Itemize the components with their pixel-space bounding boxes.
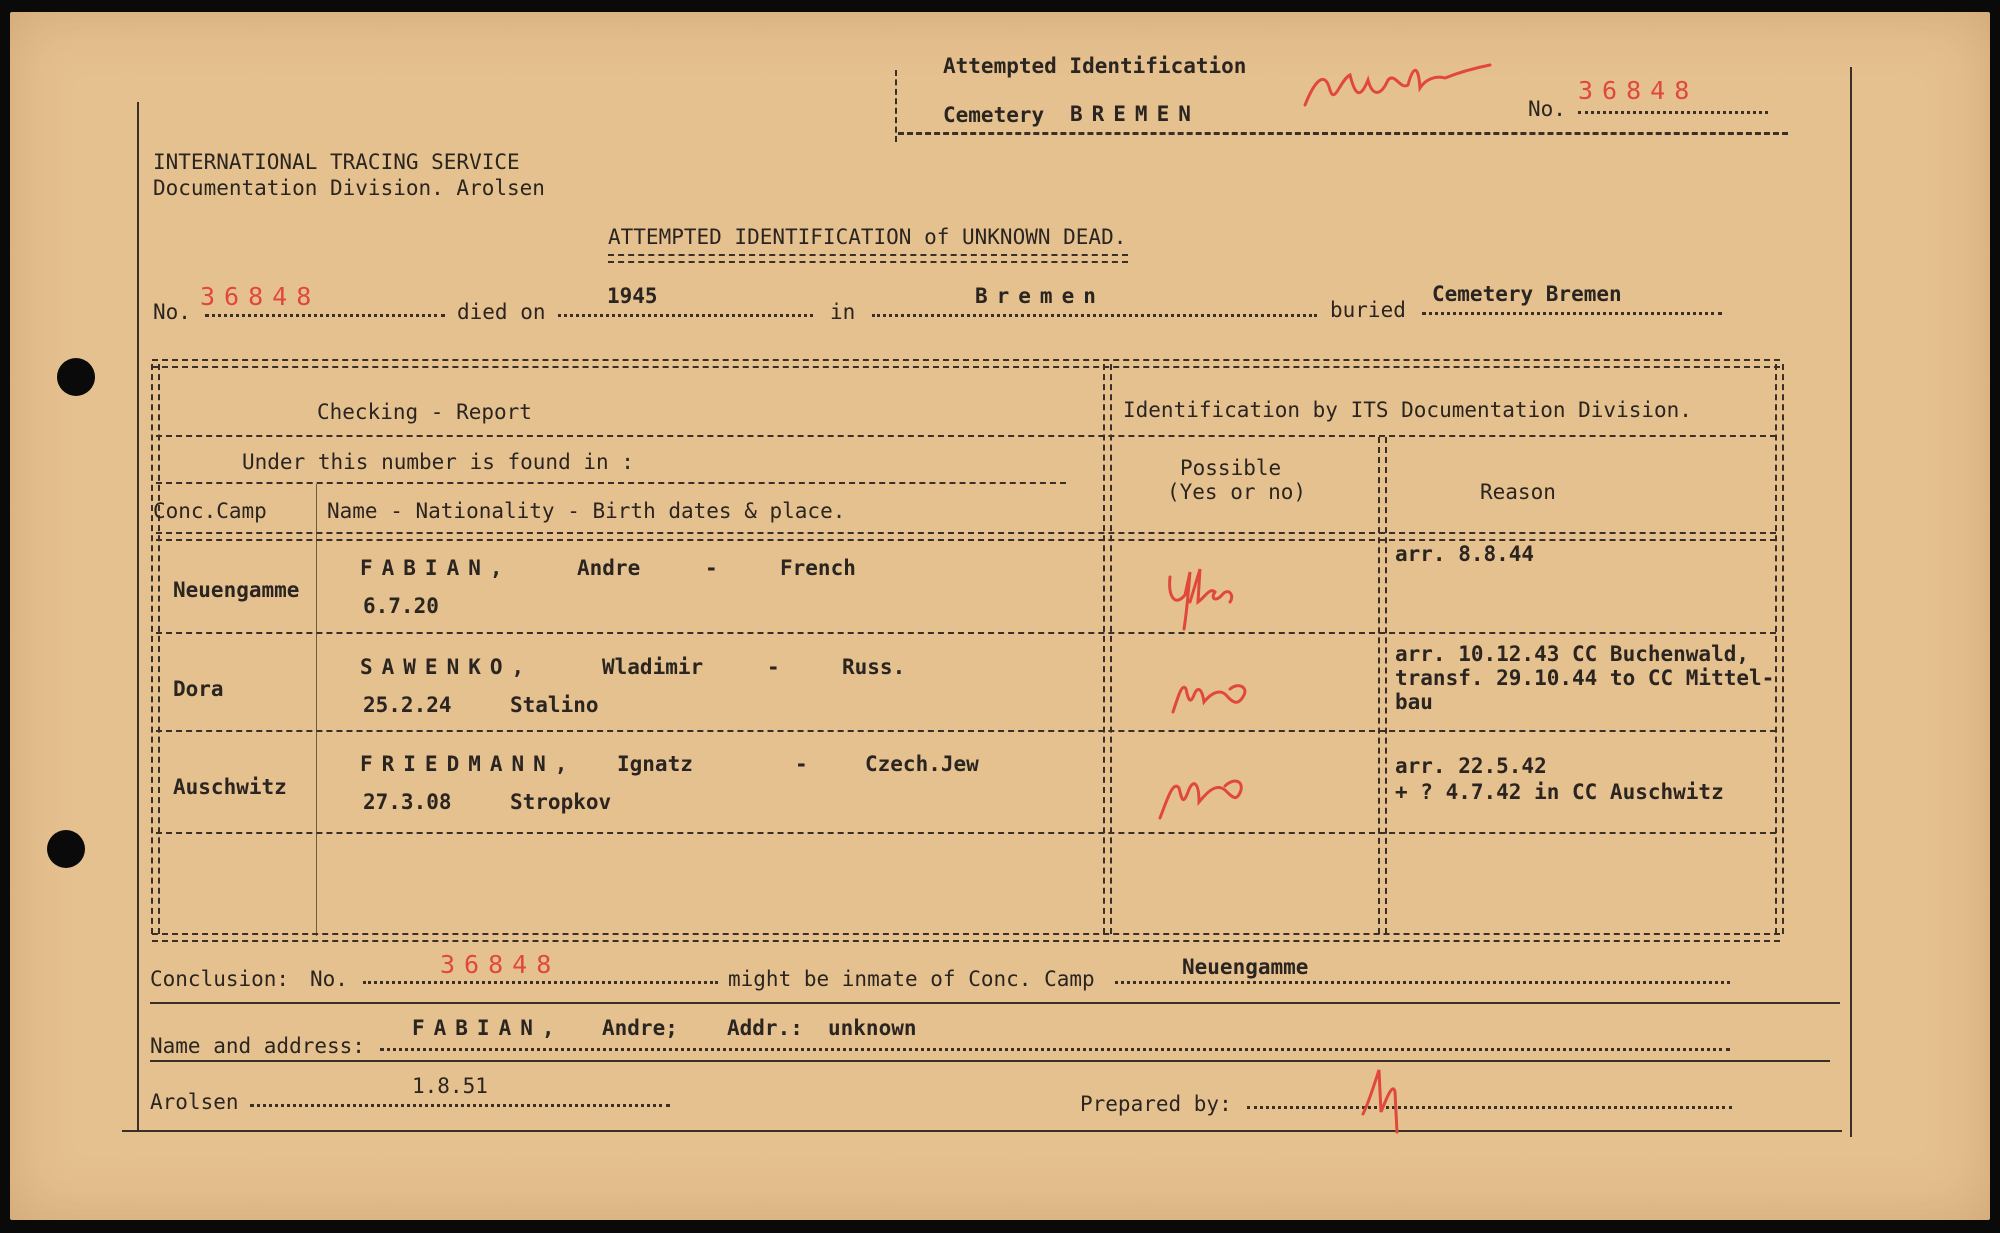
table-bottom-border: [152, 933, 1780, 942]
row-3-birth-place: Stropkov: [510, 790, 612, 814]
row-3-birth-date: 27.3.08: [363, 790, 452, 814]
record-buried-value: Cemetery Bremen: [1432, 282, 1622, 306]
name-address-dots: [380, 1048, 1730, 1051]
record-in-value: Bremen: [975, 284, 1105, 308]
row-1-birth-date: 6.7.20: [363, 594, 439, 618]
row-1-nationality: French: [780, 556, 856, 580]
table-right-border: [1775, 364, 1784, 934]
conclusion-label: Conclusion:: [150, 967, 290, 991]
col-possible-header-1: Possible: [1180, 456, 1282, 480]
record-died-label: died on: [457, 300, 546, 324]
name-address-addr-value: unknown: [828, 1016, 917, 1040]
checking-report-header: Checking - Report: [317, 400, 532, 424]
conclusion-camp-value: Neuengamme: [1182, 955, 1309, 979]
row-2-bottom: [156, 730, 1776, 732]
row-2-camp: Dora: [173, 677, 224, 701]
top-box-bottom-line: [898, 132, 1788, 135]
row-1-camp: Neuengamme: [173, 578, 300, 602]
top-box-left-border: [895, 70, 897, 142]
made-red-annotation: [1300, 50, 1500, 120]
row-1-bottom: [156, 632, 1776, 634]
row-3-no-mark: [1155, 760, 1250, 825]
footer-prepared-label: Prepared by:: [1080, 1092, 1232, 1116]
document-card: [10, 12, 1990, 1220]
row-3-nationality: Czech.Jew: [865, 752, 979, 776]
table-left-border: [151, 364, 160, 934]
table-camp-divider: [316, 484, 317, 936]
conclusion-no-value: 36848: [440, 950, 561, 979]
punch-hole-bottom: [47, 830, 85, 868]
record-died-value: 1945: [607, 284, 658, 308]
top-box-title: Attempted Identification: [943, 54, 1247, 78]
row-1-firstname: Andre: [577, 556, 641, 580]
name-address-firstname: Andre;: [602, 1016, 678, 1040]
record-no-dots: [205, 314, 445, 317]
outer-frame-left: [137, 102, 139, 1132]
row-1-dash: -: [705, 556, 718, 580]
outer-frame-bottom: [122, 1130, 1842, 1132]
col-name-header: Name - Nationality - Birth dates & place.: [327, 499, 846, 523]
row-1-reason-1: arr. 8.8.44: [1395, 542, 1535, 566]
col-reason-header: Reason: [1480, 480, 1556, 504]
record-no-label: No.: [153, 300, 191, 324]
record-in-label: in: [830, 300, 856, 324]
identification-header: Identification by ITS Documentation Division.: [1123, 398, 1692, 422]
name-address-addr-label: Addr.:: [727, 1016, 803, 1040]
row-2-birth-date: 25.2.24: [363, 693, 452, 717]
table-possible-divider: [1378, 437, 1387, 934]
preparer-initial-mark: [1355, 1062, 1425, 1137]
row-2-no-mark: [1168, 667, 1253, 722]
conclusion-no-label: No.: [310, 967, 348, 991]
footer-date-dots: [250, 1104, 670, 1107]
row-3-reason-1: arr. 22.5.42: [1395, 754, 1547, 778]
row-2-nationality: Russ.: [842, 655, 906, 679]
top-box-no-dots: [1578, 111, 1768, 114]
col-possible-header-2: (Yes or no): [1167, 480, 1307, 504]
row-2-firstname: Wladimir: [602, 655, 704, 679]
row-3-surname: FRIEDMANN,: [360, 752, 577, 776]
row-2-dash: -: [767, 655, 780, 679]
top-box-cemetery-value: BREMEN: [1070, 102, 1200, 126]
row-3-firstname: Ignatz: [617, 752, 693, 776]
name-address-rule: [150, 1060, 1830, 1062]
title-underline: [608, 254, 1128, 263]
row-2-reason-2: transf. 29.10.44 to CC Mittel-: [1395, 666, 1775, 690]
row-2-reason-1: arr. 10.12.43 CC Buchenwald,: [1395, 642, 1750, 666]
conclusion-camp-dots: [1115, 981, 1730, 984]
footer-date-value: 1.8.51: [412, 1074, 488, 1098]
header-separator: [156, 435, 1776, 437]
org-line-2: Documentation Division. Arolsen: [153, 176, 545, 200]
record-died-dots: [558, 314, 813, 317]
column-header-bottom: [156, 532, 1776, 541]
row-2-reason-3: bau: [1395, 690, 1433, 714]
row-1-surname: FABIAN,: [360, 556, 512, 580]
row-3-dash: -: [795, 752, 808, 776]
footer-place-label: Arolsen: [150, 1090, 239, 1114]
top-box-no-label: No.: [1528, 97, 1566, 121]
name-address-label: Name and address:: [150, 1034, 365, 1058]
footer-prepared-dots: [1247, 1106, 1732, 1109]
record-no-value: 36848: [200, 282, 321, 311]
row-1-yes-mark: [1160, 557, 1250, 632]
record-buried-dots: [1422, 312, 1722, 315]
top-box-no-value: 36848: [1578, 76, 1699, 105]
row-2-birth-place: Stalino: [510, 693, 599, 717]
col-camp-header: Conc.Camp: [153, 499, 267, 523]
conclusion-middle-text: might be inmate of Conc. Camp: [728, 967, 1095, 991]
conclusion-rule: [150, 1002, 1840, 1004]
name-address-surname: FABIAN,: [412, 1016, 564, 1040]
punch-hole-top: [57, 358, 95, 396]
conclusion-no-dots: [363, 981, 718, 984]
row-3-bottom: [156, 832, 1776, 834]
record-buried-label: buried: [1330, 298, 1406, 322]
outer-frame-right: [1850, 67, 1852, 1137]
table-top-border: [152, 359, 1780, 368]
org-line-1: INTERNATIONAL TRACING SERVICE: [153, 150, 520, 174]
found-in-label: Under this number is found in :: [242, 450, 634, 474]
document-title: ATTEMPTED IDENTIFICATION of UNKNOWN DEAD.: [608, 225, 1127, 249]
top-box-cemetery-label: Cemetery: [943, 103, 1045, 127]
found-in-underline: [156, 482, 1066, 484]
row-2-surname: SAWENKO,: [360, 655, 534, 679]
table-center-divider: [1103, 364, 1112, 934]
row-3-camp: Auschwitz: [173, 775, 287, 799]
record-in-dots: [872, 314, 1317, 317]
row-3-reason-2: + ? 4.7.42 in CC Auschwitz: [1395, 780, 1724, 804]
